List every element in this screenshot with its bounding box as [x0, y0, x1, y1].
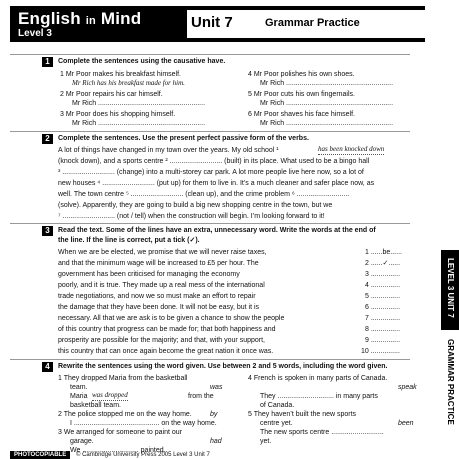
ex4-q1-answer-start: Maria [70, 393, 88, 400]
ex2-line-5: well. The town centre ⁵ ........................... (clean up), and the crime problem ⁶ ........................... [58, 191, 350, 198]
ex3-answer-10[interactable]: 10 ............... [361, 348, 400, 355]
ex2-example-answer: has been knocked down [318, 145, 385, 153]
footer-copyright: © Cambridge University Press 2005 Level 3 Unit 7 [76, 452, 210, 458]
exercise-number-1: 1 [42, 57, 53, 67]
ex1-q4: 4 Mr Poor polishes his own shoes. [248, 71, 355, 78]
level-label: Level 3 [18, 28, 52, 39]
ex2-line-6: (solve). Apparently, they are going to build a big new shopping centre in the town, but we [58, 202, 333, 209]
ex3-line-5: trade negotiations, and now we so must make an effort to repair [58, 293, 256, 300]
ex4-q1-example-answer: was dropped [92, 391, 128, 399]
ex4-q2-word: by [210, 411, 218, 418]
brand-logo [18, 9, 141, 29]
photocopiable-badge: PHOTOCOPIABLE [10, 451, 70, 459]
ex3-line-4: poorly, and it is true. They made up a real mess of the international [58, 282, 265, 289]
exercise-1-instruction: Complete the sentences using the causative have. [58, 58, 226, 65]
ex1-a5[interactable]: Mr Rich ....................................................... [260, 100, 394, 107]
page-header [10, 6, 425, 42]
ex4-q4-word: speak [398, 384, 417, 391]
ex3-line-10: this country that can once again become the great nation it once was. [58, 348, 274, 355]
ex4-q1-line-1: 1 They dropped Maria from the basketball [58, 375, 188, 382]
brand-word-mind: Mind [100, 9, 142, 28]
ex3-answer-7[interactable]: 7 ............... [365, 315, 401, 322]
ex3-answer-4[interactable]: 4 ............... [365, 282, 401, 289]
page-title: Grammar Practice [265, 17, 360, 29]
ex4-q4-line-3: of Canada. [260, 402, 295, 409]
ex4-q1-line-2: team. [70, 384, 88, 391]
ex4-q3-line-1: 3 We arranged for someone to paint our [58, 429, 183, 436]
ex4-q3-word: had [210, 438, 222, 445]
ex2-line-2: (knock down), and a sports centre ² ........................... (built) in its place. What used to be a bingo hall [58, 158, 370, 165]
divider [10, 359, 410, 360]
ex4-q5-answer[interactable]: The new sports centre ........................... [260, 429, 384, 436]
ex1-a2[interactable]: Mr Rich ....................................................... [72, 100, 206, 107]
ex3-line-9: prosperity are possible for the majority; and that, with your support, [58, 337, 265, 344]
ex1-q1: 1 Mr Poor makes his breakfast himself. [60, 71, 181, 78]
exercise-number-2: 2 [42, 134, 53, 144]
divider [10, 223, 410, 224]
side-tab-level-unit-text: LEVEL 3 UNIT 7 [446, 258, 455, 318]
ex2-line-7: ⁷ ........................... (not / tell) when the construction will begin. I’m looking forward to it! [58, 213, 325, 220]
ex2-line-4: new houses ⁴ ........................... (put up) for them to live in. It’s a much cleaner and safer place now, as [58, 180, 375, 187]
side-tab-practice-text: GRAMMAR PRACTICE [446, 339, 455, 425]
ex3-answer-1[interactable]: 1 ......be...... [365, 249, 402, 256]
side-tab-practice [441, 335, 459, 425]
unit-label: Unit 7 [191, 14, 233, 31]
ex3-line-2: and that the minimum wage will be increased to £5 per hour. The [58, 260, 259, 267]
ex1-q3: 3 Mr Poor does his shopping himself. [60, 111, 176, 118]
ex1-a6[interactable]: Mr Rich ....................................................... [260, 120, 394, 127]
ex1-q5: 5 Mr Poor cuts his own fingernails. [248, 91, 355, 98]
ex4-q4-line-1: 4 French is spoken in many parts of Canada. [248, 375, 388, 382]
ex4-q5-line-1: 5 They haven’t built the new sports [248, 411, 357, 418]
exercise-number-4: 4 [42, 362, 53, 372]
exercise-4-instruction: Rewrite the sentences using the word given. Use between 2 and 5 words, including the word given. [58, 363, 388, 370]
ex1-a3[interactable]: Mr Rich ....................................................... [72, 120, 206, 127]
side-tab-level-unit [441, 250, 459, 330]
ex3-line-7: necessary. All that we are ask is to be given a chance to show the people [58, 315, 285, 322]
ex4-q5-line-2: centre yet. [260, 420, 293, 427]
exercise-number-3: 3 [42, 226, 53, 236]
ex2-line-3: ³ ........................... (change) into a multi-storey car park. A lot more people live here now, so a lot of [58, 169, 364, 176]
ex3-line-8: of this country that progress can be made for; that both happiness and [58, 326, 276, 333]
ex3-answer-5[interactable]: 5 ............... [365, 293, 401, 300]
ex1-q2: 2 Mr Poor repairs his car himself. [60, 91, 163, 98]
divider [10, 131, 410, 132]
ex1-q6: 6 Mr Poor shaves his face himself. [248, 111, 355, 118]
ex4-q1-answer-end: from the [188, 393, 214, 400]
ex3-line-1: When we are be elected, we promise that we will never raise taxes, [58, 249, 267, 256]
ex3-answer-6[interactable]: 6 ............... [365, 304, 401, 311]
ex1-a1-example: Mr Rich has his breakfast made for him. [72, 79, 185, 87]
ex3-answer-3[interactable]: 3 ............... [365, 271, 401, 278]
exercise-3-instruction-2: the line. If the line is correct, put a tick (✓). [58, 237, 200, 244]
unit-box [187, 10, 427, 38]
ex3-line-6: the damage that they have been done. It will not be easy, but it is [58, 304, 260, 311]
ex4-q3-line-2: garage. [70, 438, 94, 445]
ex4-q3-answer[interactable]: We ............................. painted. [70, 447, 166, 454]
ex4-q5-line-4: yet. [260, 438, 272, 445]
ex4-q5-word: been [398, 420, 414, 427]
ex3-answer-2[interactable]: 2 ......✓...... [365, 260, 401, 267]
exercise-3-instruction-1: Read the text. Some of the lines have an extra, unnecessary word. Write the words at the end of [58, 227, 376, 234]
ex4-q1-word: was [210, 384, 223, 391]
exercise-2-instruction: Complete the sentences. Use the present perfect passive form of the verbs. [58, 135, 309, 142]
ex3-answer-9[interactable]: 9 ............... [365, 337, 401, 344]
ex4-q4-answer[interactable]: They ............................. in many parts [260, 393, 378, 400]
ex3-answer-8[interactable]: 8 ............... [365, 326, 401, 333]
ex1-a4[interactable]: Mr Rich ....................................................... [260, 80, 394, 87]
ex4-q2-line-1: 2 The police stopped me on the way home. [58, 411, 192, 418]
ex3-line-3: government has been criticised for managing the economy [58, 271, 240, 278]
ex2-line-1: A lot of things have changed in my town over the years. My old school ¹ [58, 147, 279, 154]
brand-word-in: in [85, 15, 96, 27]
page-footer [10, 451, 440, 459]
ex4-q1-line-4: basketball team. [70, 402, 121, 409]
ex4-q2-answer[interactable]: I ............................................ on the way home. [70, 420, 217, 427]
brand-word-english: English [18, 9, 81, 28]
divider [10, 54, 410, 55]
